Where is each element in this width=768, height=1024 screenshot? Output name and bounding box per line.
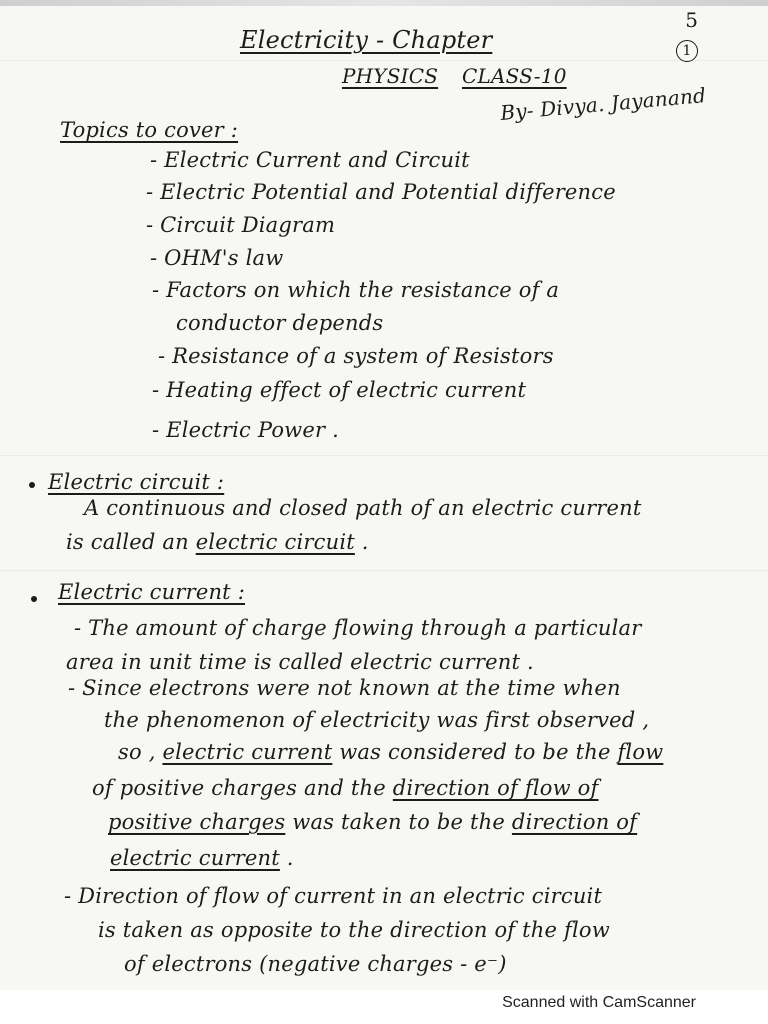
section-heading-electric-circuit: Electric circuit :: [48, 470, 225, 494]
page-number-circled: 1: [676, 40, 698, 62]
topic-item: - OHM's law: [150, 246, 284, 270]
topic-item: - Factors on which the resistance of a: [152, 278, 560, 302]
paragraph-line: is taken as opposite to the direction of the flow: [98, 918, 610, 942]
paragraph-line: area in unit time is called electric current .: [66, 650, 534, 674]
term-electric-circuit: electric circuit: [195, 530, 355, 554]
page-rule: [0, 60, 768, 61]
term-direction-of-flow: direction of flow of: [392, 776, 599, 800]
scan-edge: [0, 0, 768, 6]
topic-item: - Resistance of a system of Resistors: [158, 344, 554, 368]
term-electric-current: electric current: [110, 846, 280, 870]
bullet-dot: [31, 596, 37, 602]
topic-item: - Heating effect of electric current: [152, 378, 527, 402]
paragraph-line: - Since electrons were not known at the time when: [68, 676, 621, 700]
definition-line: is called an electric circuit .: [66, 530, 369, 554]
bullet-dot: [29, 482, 35, 488]
page-rule: [0, 570, 768, 571]
camscanner-watermark: Scanned with CamScanner: [502, 994, 696, 1011]
class-label: CLASS-10: [462, 64, 567, 88]
section-heading-electric-current: Electric current :: [58, 580, 245, 604]
paragraph-line: - Direction of flow of current in an electric circuit: [64, 884, 603, 908]
term-electric-current: electric current: [162, 740, 333, 764]
subject-label: PHYSICS: [342, 64, 439, 88]
scan-footer: [0, 990, 768, 1024]
topic-item: - Electric Potential and Potential difference: [146, 180, 616, 204]
paragraph-line: - The amount of charge flowing through a particular: [74, 616, 642, 640]
paragraph-line: so , electric current was considered to be the flow: [118, 740, 664, 764]
paragraph-line: positive charges was taken to be the direction of: [108, 810, 638, 834]
term-positive-charges: positive charges: [108, 810, 286, 834]
paragraph-line: electric current .: [110, 846, 294, 870]
topics-heading: Topics to cover :: [60, 118, 239, 142]
page-mark: 5: [685, 8, 698, 32]
topic-item: - Electric Power .: [152, 418, 339, 442]
paragraph-line: of electrons (negative charges - e⁻): [124, 952, 507, 976]
definition-line: A continuous and closed path of an electric current: [84, 496, 642, 520]
topic-item-continued: conductor depends: [176, 311, 384, 335]
page-rule: [0, 455, 768, 456]
topic-item: - Electric Current and Circuit: [150, 148, 470, 172]
author-label: By- Divya. Jayanand: [499, 83, 707, 125]
topic-item: - Circuit Diagram: [146, 213, 336, 237]
term-direction-of: direction of: [511, 810, 638, 834]
paragraph-line: the phenomenon of electricity was first observed ,: [104, 708, 650, 732]
paragraph-line: of positive charges and the direction of flow of: [92, 776, 599, 800]
term-flow: flow: [617, 740, 664, 764]
page-title: Electricity - Chapter: [240, 26, 493, 54]
